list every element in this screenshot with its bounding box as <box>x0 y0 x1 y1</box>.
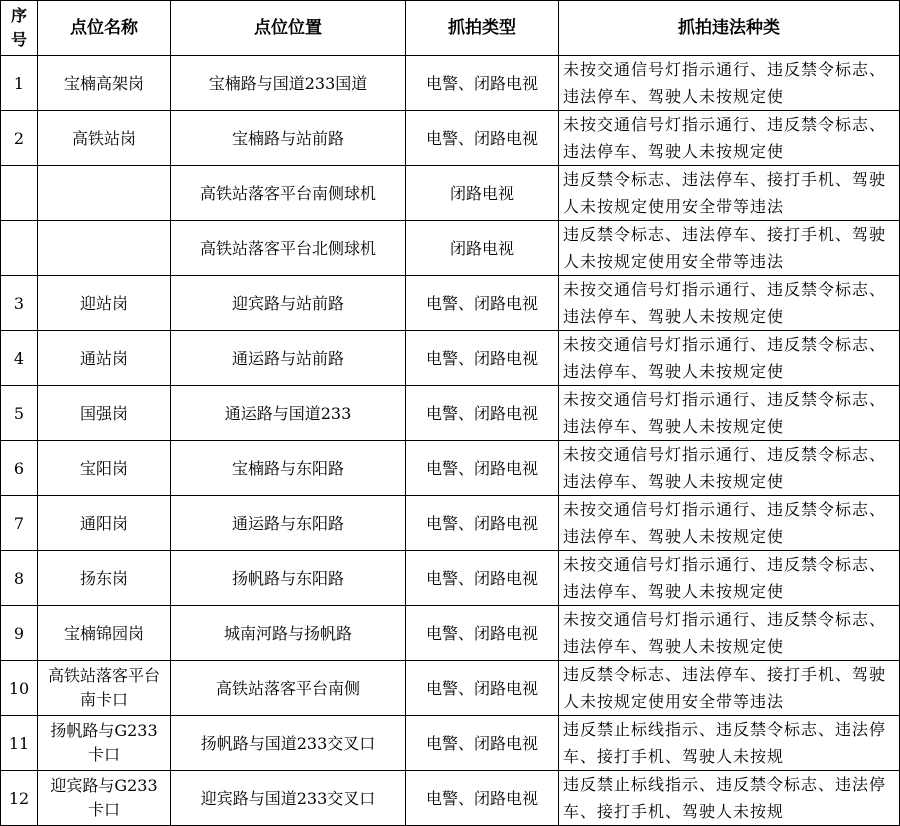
violation-text: 违反禁令标志、违法停车、接打手机、驾驶人未按规定使用安全带等违法 <box>563 665 887 711</box>
cell-point-name: 宝楠锦园岗 <box>38 606 171 661</box>
violation-text: 未按交通信号灯指示通行、违反禁令标志、违法停车、驾驶人未按规定使 <box>563 390 887 436</box>
point-name-text: 扬帆路与G233卡口 <box>50 721 158 764</box>
cell-capture-type: 电警、闭路电视 <box>406 496 559 551</box>
table-row <box>1 276 900 331</box>
cell-location: 迎宾路与站前路 <box>171 276 406 331</box>
cell-point-name <box>38 221 171 276</box>
table-row <box>1 551 900 606</box>
cell-violation-type <box>559 496 900 551</box>
header-location: 点位位置 <box>171 1 406 56</box>
cell-seq: 7 <box>1 496 38 551</box>
cell-point-name <box>38 716 171 771</box>
cell-location: 宝楠路与站前路 <box>171 111 406 166</box>
cell-capture-type: 电警、闭路电视 <box>406 771 559 826</box>
table-row <box>1 111 900 166</box>
cell-point-name <box>38 166 171 221</box>
violation-text: 未按交通信号灯指示通行、违反禁令标志、违法停车、驾驶人未按规定使 <box>563 555 887 601</box>
cell-seq: 4 <box>1 331 38 386</box>
cell-point-name <box>38 661 171 716</box>
cell-location: 高铁站落客平台北侧球机 <box>171 221 406 276</box>
cell-capture-type: 电警、闭路电视 <box>406 276 559 331</box>
header-seq <box>1 1 38 56</box>
cell-capture-type: 电警、闭路电视 <box>406 331 559 386</box>
cell-violation-type <box>559 56 900 111</box>
violation-text: 未按交通信号灯指示通行、违反禁令标志、违法停车、驾驶人未按规定使 <box>563 60 887 106</box>
cell-location: 通运路与国道233 <box>171 386 406 441</box>
cell-point-name: 宝阳岗 <box>38 441 171 496</box>
cell-capture-type: 电警、闭路电视 <box>406 551 559 606</box>
cell-capture-type: 闭路电视 <box>406 221 559 276</box>
cell-point-name: 迎站岗 <box>38 276 171 331</box>
cell-seq: 8 <box>1 551 38 606</box>
cell-violation-type <box>559 606 900 661</box>
violation-text: 未按交通信号灯指示通行、违反禁令标志、违法停车、驾驶人未按规定使 <box>563 445 887 491</box>
cell-violation-type <box>559 111 900 166</box>
violation-text: 违反禁止标线指示、违反禁令标志、违法停车、接打手机、驾驶人未按规 <box>563 720 887 766</box>
table-body <box>1 56 900 826</box>
header-capture-type: 抓拍类型 <box>406 1 559 56</box>
cell-location: 扬帆路与东阳路 <box>171 551 406 606</box>
violation-text: 违反禁止标线指示、违反禁令标志、违法停车、接打手机、驾驶人未按规 <box>563 775 887 821</box>
cell-seq: 10 <box>1 661 38 716</box>
cell-point-name: 扬东岗 <box>38 551 171 606</box>
violation-text: 未按交通信号灯指示通行、违反禁令标志、违法停车、驾驶人未按规定使 <box>563 115 887 161</box>
cell-violation-type <box>559 551 900 606</box>
cell-point-name: 高铁站岗 <box>38 111 171 166</box>
cell-location: 宝楠路与国道233国道 <box>171 56 406 111</box>
cell-seq: 9 <box>1 606 38 661</box>
cell-violation-type <box>559 331 900 386</box>
violation-text: 违反禁令标志、违法停车、接打手机、驾驶人未按规定使用安全带等违法 <box>563 170 887 216</box>
cell-violation-type <box>559 386 900 441</box>
cell-violation-type <box>559 716 900 771</box>
cell-violation-type <box>559 661 900 716</box>
violation-text: 未按交通信号灯指示通行、违反禁令标志、违法停车、驾驶人未按规定使 <box>563 280 887 326</box>
cell-location: 通运路与东阳路 <box>171 496 406 551</box>
violation-text: 未按交通信号灯指示通行、违反禁令标志、违法停车、驾驶人未按规定使 <box>563 500 887 546</box>
cell-seq: 12 <box>1 771 38 826</box>
cell-capture-type: 电警、闭路电视 <box>406 661 559 716</box>
cell-location: 迎宾路与国道233交叉口 <box>171 771 406 826</box>
cell-location: 高铁站落客平台南侧 <box>171 661 406 716</box>
table-row <box>1 221 900 276</box>
table-row <box>1 331 900 386</box>
table-row <box>1 661 900 716</box>
point-name-text: 迎宾路与G233卡口 <box>50 776 158 819</box>
point-name-text: 高铁站落客平台南卡口 <box>47 666 160 709</box>
cell-capture-type: 电警、闭路电视 <box>406 386 559 441</box>
cell-point-name: 国强岗 <box>38 386 171 441</box>
cell-location: 城南河路与扬帆路 <box>171 606 406 661</box>
cell-violation-type <box>559 771 900 826</box>
cell-seq <box>1 166 38 221</box>
table-row <box>1 716 900 771</box>
cell-seq <box>1 221 38 276</box>
cell-seq: 11 <box>1 716 38 771</box>
cell-location: 高铁站落客平台南侧球机 <box>171 166 406 221</box>
table-header-row <box>1 1 900 56</box>
cell-location: 宝楠路与东阳路 <box>171 441 406 496</box>
cell-capture-type: 电警、闭路电视 <box>406 111 559 166</box>
cell-seq: 5 <box>1 386 38 441</box>
cell-capture-type: 电警、闭路电视 <box>406 56 559 111</box>
header-name: 点位名称 <box>38 1 171 56</box>
table-row <box>1 606 900 661</box>
cell-point-name: 通站岗 <box>38 331 171 386</box>
table-row <box>1 166 900 221</box>
table-row <box>1 441 900 496</box>
cell-point-name: 宝楠高架岗 <box>38 56 171 111</box>
table-row <box>1 496 900 551</box>
cell-violation-type <box>559 276 900 331</box>
cell-seq: 6 <box>1 441 38 496</box>
cell-seq: 3 <box>1 276 38 331</box>
header-seq-label: 序号 <box>10 6 27 49</box>
cell-location: 扬帆路与国道233交叉口 <box>171 716 406 771</box>
table-row <box>1 56 900 111</box>
cell-violation-type <box>559 221 900 276</box>
header-violation-type: 抓拍违法种类 <box>559 1 900 56</box>
cell-capture-type: 电警、闭路电视 <box>406 441 559 496</box>
cell-capture-type: 电警、闭路电视 <box>406 716 559 771</box>
violation-text: 违反禁令标志、违法停车、接打手机、驾驶人未按规定使用安全带等违法 <box>563 225 887 271</box>
cell-capture-type: 闭路电视 <box>406 166 559 221</box>
violation-text: 未按交通信号灯指示通行、违反禁令标志、违法停车、驾驶人未按规定使 <box>563 335 887 381</box>
cell-point-name: 通阳岗 <box>38 496 171 551</box>
table-row <box>1 386 900 441</box>
table-row <box>1 771 900 826</box>
cell-seq: 2 <box>1 111 38 166</box>
violation-text: 未按交通信号灯指示通行、违反禁令标志、违法停车、驾驶人未按规定使 <box>563 610 887 656</box>
cell-location: 通运路与站前路 <box>171 331 406 386</box>
cell-point-name <box>38 771 171 826</box>
cell-capture-type: 电警、闭路电视 <box>406 606 559 661</box>
cell-seq: 1 <box>1 56 38 111</box>
cell-violation-type <box>559 166 900 221</box>
cell-violation-type <box>559 441 900 496</box>
